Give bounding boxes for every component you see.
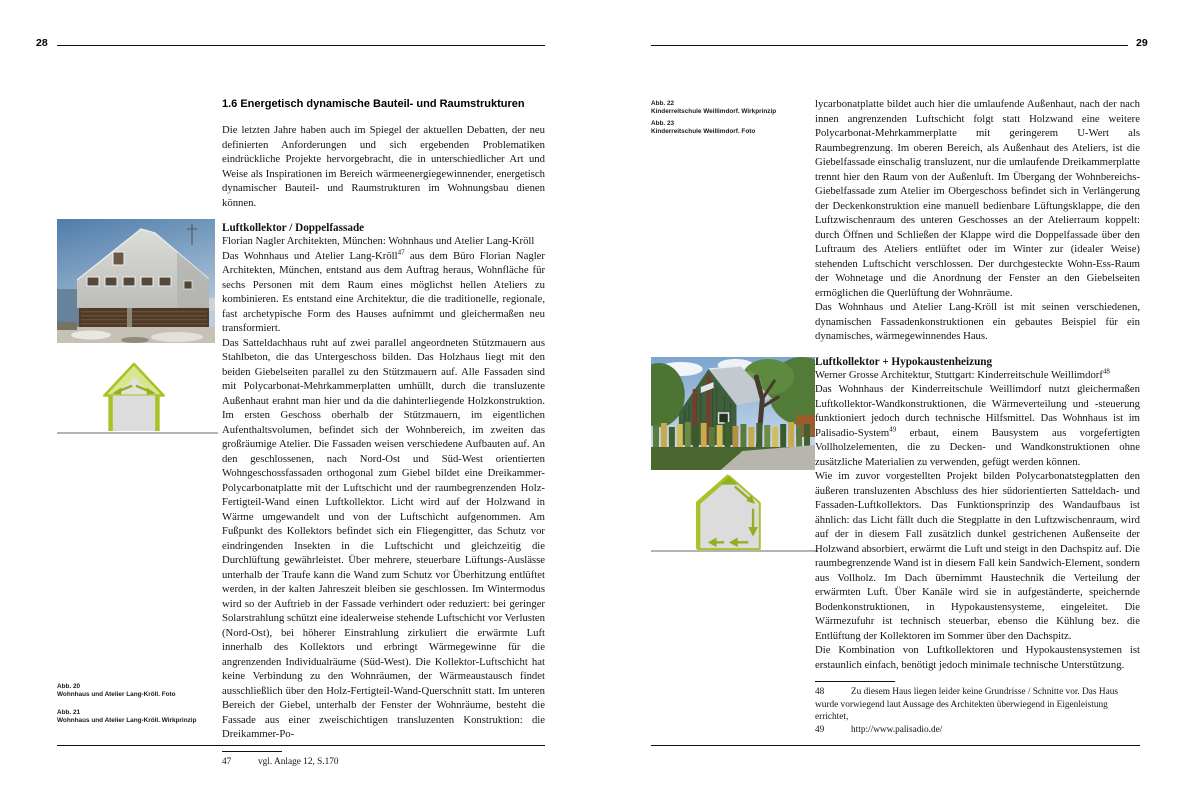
paragraph-text: erbaut, einem Bausystem aus vorgefertigten Vollholzelementen, die zu Decken- und Wandkonstruktionen ohne zusätzliche Materialien zu verwenden, gefügt werden können. — [815, 426, 1140, 468]
footnote-separator-right — [815, 681, 895, 682]
project-byline-right — [815, 368, 1140, 383]
byline-text: Werner Grosse Architektur, Stuttgart: Kinderreitschule Weillimdorf — [815, 368, 1103, 381]
caption-text: Wohnhaus und Atelier Lang-Kröll. Wirkprinzip — [57, 717, 197, 724]
footnote-separator-left — [222, 751, 282, 752]
paragraph-project-1 — [222, 249, 545, 336]
footnote-text: Zu diesem Haus liegen leider keine Grundrisse / Schnitte vor. Das Haus wurde vorwiegend laut Aussage des Architekten überwiegend in Eigenleistung errichtet, — [815, 687, 1118, 723]
caption-abb-20 — [57, 683, 217, 699]
project-byline-left: Florian Nagler Architekten, München: Wohnhaus und Atelier Lang-Kröll — [222, 235, 535, 247]
caption-text: Kinderreitschule Weillimdorf. Wirkprinzip — [651, 108, 777, 115]
paragraph-text: Das Wohnhaus der Kinderreitschule Weillimdorf nutzt gleichermaßen Luftkollektor-Wandkonstruktionen, die Wärmeverteilung und -steuerung funktioniert jedoch durch technische Hilfsmittel. Das Wohnhaus ist im Palisadio-System — [815, 383, 1140, 439]
section-heading: 1.6 Energetisch dynamische Bauteil- und Raumstrukturen — [222, 98, 525, 110]
caption-label: Abb. 20 — [57, 683, 81, 690]
diagram-kinderreitschule — [694, 474, 764, 551]
photo-kinderreitschule-illustration — [651, 357, 815, 470]
caption-abb-22 — [651, 100, 811, 116]
paragraph-text: aus dem Büro Florian Nagler Architekten, München, entstand aus dem Auftrag heraus, Wohnfläche für sechs Personen mit dem Raum eines möglichst hellen Ateliers zu kombinieren. Es entstand eine Architektur, die die traditionelle, regionale, fast archetypische Form des Hauses aufnimmt und gleichermaßen neu transformiert. — [222, 249, 545, 334]
footnote-ref-48: 48 — [1102, 366, 1110, 375]
paragraph-continuation: lycarbonatplatte bildet auch hier die umlaufende Außenhaut, nach der nach innen angrenzenden Luftschicht folgt statt Holzwand eine weitere Polycarbonat-Mehrkammerplatte mit geringerem U-Wert als Raumbegrenzung. Im oberen Bereich, als Außenhaut des Ateliers, ist die Giebelfassade einschalig transluzent, nur die umlaufende Dreikammerplatte trennt hier den Raum von der Außenluft. Im Übergang der Wohnbereichs-Giebelfassade zum Atelier im Obergeschoss befindet sich in Verlängerung der Deckenkonstruktion eine manuell bedienbare Lüftungsklappe, die den Luftzwischenraum des unteren Geschosses an der Atelierraum koppelt: durch Öffnen und Schließen der Klappe wird die Doppelfassade über den Luftraum des Ateliers entlüftet oder im Winter zur (idealer Weise) stehenden Luftschicht verschlossen. Der durchgesteckte Wohn-Ess-Raum der Wohnetage und die Anordnung der Fenster an den Giebelseiten ermöglichen die Querlüftung der Wohnräume. — [815, 98, 1140, 299]
photo-lang-kroell-illustration — [57, 219, 215, 343]
project-subheading-right: Luftkollektor + Hypokaustenheizung — [815, 355, 993, 368]
caption-label: Abb. 22 — [651, 100, 675, 107]
footnote-ref-47: 47 — [397, 247, 405, 256]
firewood-base — [79, 308, 209, 329]
footnote-number: 49 — [815, 724, 825, 735]
text-column-right — [815, 97, 1140, 736]
footnote-48 — [815, 686, 1140, 724]
diagram-groundline-right — [651, 550, 818, 552]
paragraph-project2-2: Wie im zuvor vorgestellten Projekt bilden Polycarbonatstegplatten den äußeren transluzenten Abschluss des hier südorientierten Satteldach- und Fassaden-Luftkollektors. Das Funktionsprinzip des Wandaufbaus ist ähnlich: das Licht fällt duch die Stegplatte in den Luftzwischenraum, wird auf der in diesem Fall zusätzlich dunkel gestrichenen Außenseite der Holzwand absorbiert, erwärmt die Luft und steigt in den Dachspitz auf. Die raumbegrenzende Wand ist in diesem Fall kein Sandwich-Element, sondern aus Vollholz. Im Dach übernimmt Haustechnik die Verteilung der erwärmten Luft. Über Kanäle wird sie in aufgeständerte, speichernde Bodenkonstruktionen, in Hypokaustensysteme, eingeleitet. Die Wärmezufuhr ist technisch steuerbar, ebenso die Kühlung bez. die Entlüftung der Kollektoren im Sommer über den Dachspitz. — [815, 470, 1140, 642]
project-subheading-left: Luftkollektor / Doppelfassade — [222, 222, 365, 234]
header-rule-right — [651, 45, 1128, 46]
paragraph-project-2: Das Satteldachhaus ruht auf zwei parallel angeordneten Stützmauern aus Stahlbeton, die das Untergeschoss bilden. Das Holzhaus liegt mit den beiden Giebelseiten parallel zu den Stützmauern auf. Alle Fassaden sind mit Polycarbonat-Mehrkammerplatten umhüllt, durch die transluzente Außenhaut erahnt man hier und da die dahinterliegende Holzkonstruktion. Im ersten Geschoss oberhalb der Stützmauern, im eigentlichen Aufenthaltsvolumen, befindet sich der Wohnbereich, im zweiten das großräumige Atelier. Die Fassaden weisen verschiedene Aufbauten auf. An den geschlossenen, nach Nord-Ost und Süd-West orientierten Wohngeschossfassaden orthogonal zum Giebel bildet eine Dreikammer-Polycarbonatplatte mit der Luftschicht und der raumbegrenzenden Holz-Fertigteil-Wand einen Luftkollektor. Licht wird auf der Holzwand in Wärme umgewandelt und von der Luftschicht aufgenommen. Am Fußpunkt des Kollektors befindet sich ein Fliegengitter, das Schutz vor eindringenden Insekten in die Luftschicht und gleichzeitig die Durchlüftung gewährleistet. Über mehrere, steuerbare Lüftungs-Auslässe unterhalb der Traufe kann die Wand zum Schutz vor Überhitzung entlüftet werden, in der kalten Jahreszeit bleiben sie geschlossen. Im Wintermodus wird so der Auftrieb in der Fassade verhindert oder reduziert: bei geringer Solarstrahlung schützt eine idealerweise stehende Luftschicht vor Verlusten (Nord-Ost), bei höherer Einstrahlung zirkuliert die erwärmte Luft innerhalb des Kollektors und erbringt Wärmegewinne für die angrenzenden Individualräume (Süd-West). Die Kollektor-Luftschicht hat keine Verbindung zu den Wohnräumen, der Wärmeaustausch findet ausschließlich über den Holz-Fertigteil-Wand-Querschnitt statt. Im unteren Bereich der Giebel, unterhalb der Fenster der Wohnräume, besteht die Fassade aus einer zweischichtigen transluzenten Konstruktion: die Dreikammer-Po- — [222, 336, 545, 740]
paragraph-intro: Die letzten Jahre haben auch im Spiegel der aktuellen Debatten, der neu definierten Anforderungen und sich ergebenden Problematiken eindrückliche Projekte hervorgebracht, die in unterschiedlicher Art und Weise als Inspirationen im Bereich wärmeenergiegewinnender, energetisch dynamischer Bauteil- und Raumstrukturen im Wohnungsbau dienen können. — [222, 124, 545, 209]
diagram-groundline-left — [57, 432, 218, 434]
footnote-number: 47 — [222, 756, 232, 767]
captions-right — [651, 100, 811, 143]
figure-photo-lang-kroell — [57, 219, 215, 343]
footnote-number: 48 — [815, 687, 825, 697]
house-section-diagram — [698, 476, 760, 549]
diagram-lang-kroell — [100, 361, 168, 433]
caption-text: Kinderreitschule Weillimdorf. Foto — [651, 128, 756, 135]
footnote-url: http://www.palisadio.de/ — [851, 724, 943, 735]
captions-left — [57, 683, 217, 732]
caption-text: Wohnhaus und Atelier Lang-Kröll. Foto — [57, 691, 176, 698]
house-section-diagram — [104, 364, 163, 431]
caption-abb-23 — [651, 120, 811, 136]
footer-rule-right — [651, 745, 1140, 746]
foreground — [651, 445, 815, 470]
figure-photo-kinderreitschule — [651, 357, 815, 470]
caption-label: Abb. 23 — [651, 120, 675, 127]
caption-abb-21 — [57, 709, 217, 725]
footnote-49 — [815, 724, 1140, 737]
figure-diagram-lang-kroell — [100, 361, 168, 433]
paragraph-project2-3: Die Kombination von Luftkollektoren und Hypokaustensystemen ist erstaunlich einfach, benötigt jedoch minimale technische Unterstützung. — [815, 644, 1140, 671]
paragraph-project2-1 — [815, 382, 1140, 469]
page-number-left: 28 — [36, 37, 48, 49]
figure-diagram-kinderreitschule — [694, 474, 764, 551]
paragraph-text: Das Wohnhaus und Atelier Lang-Kröll — [222, 249, 398, 262]
header-rule-left — [57, 45, 545, 46]
footnote-47 — [222, 756, 545, 769]
page-number-right: 29 — [1136, 37, 1148, 49]
text-column-left — [222, 98, 545, 768]
paragraph-summary: Das Wohnhaus und Atelier Lang-Kröll ist mit seinen verschiedenen, dynamischen Fassadenkonstruktionen ein gebautes Beispiel für ein dynamisches, wärmegewinnendes Haus. — [815, 301, 1140, 342]
caption-label: Abb. 21 — [57, 709, 81, 716]
footnote-ref-49: 49 — [889, 424, 897, 433]
footnote-text: vgl. Anlage 12, S.170 — [258, 756, 339, 767]
